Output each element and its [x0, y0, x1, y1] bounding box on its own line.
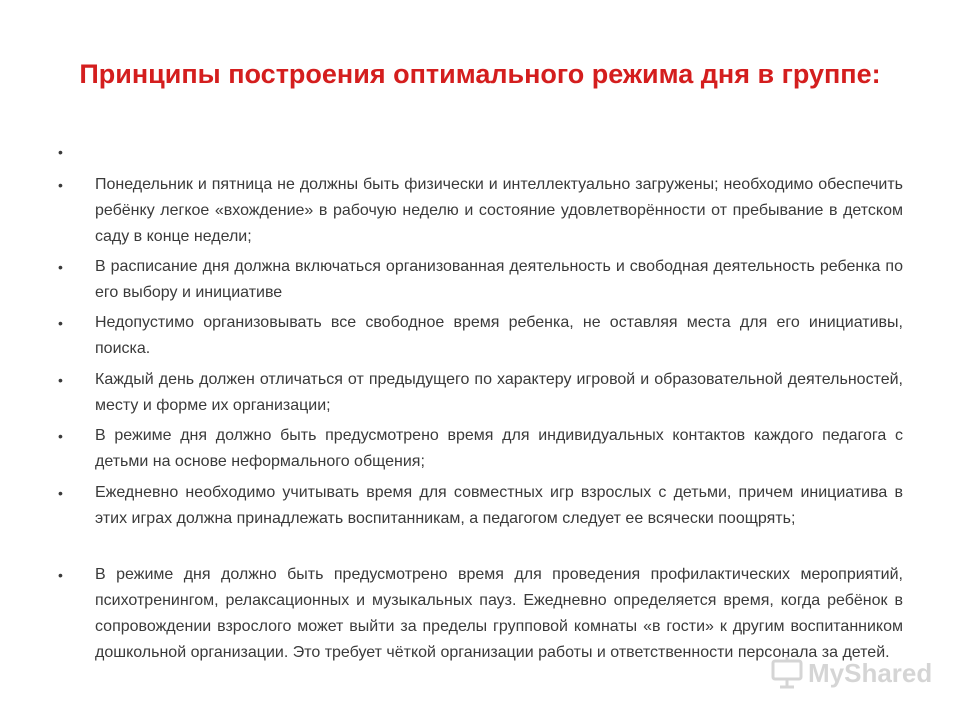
- watermark-text: MyShared: [808, 657, 933, 688]
- bullet-text: Каждый день должен отличаться от предыдущего по характеру игровой и образовательной деятельностей, месту и форме их организации;: [95, 371, 903, 414]
- bullet-dot: •: [58, 259, 63, 275]
- bullet-dot: •: [58, 372, 63, 388]
- bullet-dot: •: [58, 485, 63, 501]
- bullet-item-joint-games: [58, 480, 903, 532]
- bullet-text: В расписание дня должна включаться организованная деятельность и свободная деятельность ребенка по его выбору и инициативе: [95, 258, 903, 301]
- bullet-item-monday-friday: [58, 172, 903, 250]
- bullet-dot: •: [58, 428, 63, 444]
- slide-title: Принципы построения оптимального режима дня в группе:: [79, 59, 881, 89]
- bullet-item-free-time: [58, 310, 903, 362]
- bullet-dot: •: [58, 567, 63, 583]
- bullet-dot: •: [58, 315, 63, 331]
- bullet-text: В режиме дня должно быть предусмотрено время для индивидуальных контактов каждого педагога с детьми на основе неформального общения;: [95, 427, 903, 470]
- bullet-item-individual-contacts: [58, 423, 903, 475]
- bullet-item-preventive-measures: [58, 562, 903, 666]
- bullet-text: Ежедневно необходимо учитывать время для совместных игр взрослых с детьми, причем инициатива в этих играх должна принадлежать воспитанникам, а педагогом следует ее всячески поощрять;: [95, 484, 903, 527]
- bullet-text: В режиме дня должно быть предусмотрено время для проведения профилактических мероприятий, психотренингом, релаксационных и музыкальных пауз. Ежедневно определяется время, когда ребёнок в сопровождении взрослого может выйти за пределы групповой комнаты «в гости» к другим воспитанником дошкольной организации. Это требует чёткой организации работы и ответственности персонала за детей.: [95, 566, 903, 661]
- bullet-item-schedule-activities: [58, 254, 903, 306]
- bullet-item-each-day-differs: [58, 367, 903, 419]
- bullet-dot: •: [58, 144, 63, 160]
- bullet-text: Недопустимо организовывать все свободное время ребенка, не оставляя места для его инициативы, поиска.: [95, 314, 903, 357]
- bullet-dot: •: [58, 177, 63, 193]
- bullet-text: Понедельник и пятница не должны быть физически и интеллектуально загружены; необходимо обеспечить ребёнку легкое «вхождение» в рабочую неделю и состояние удовлетворённости от пребывание в детском саду в конце недели;: [95, 176, 903, 245]
